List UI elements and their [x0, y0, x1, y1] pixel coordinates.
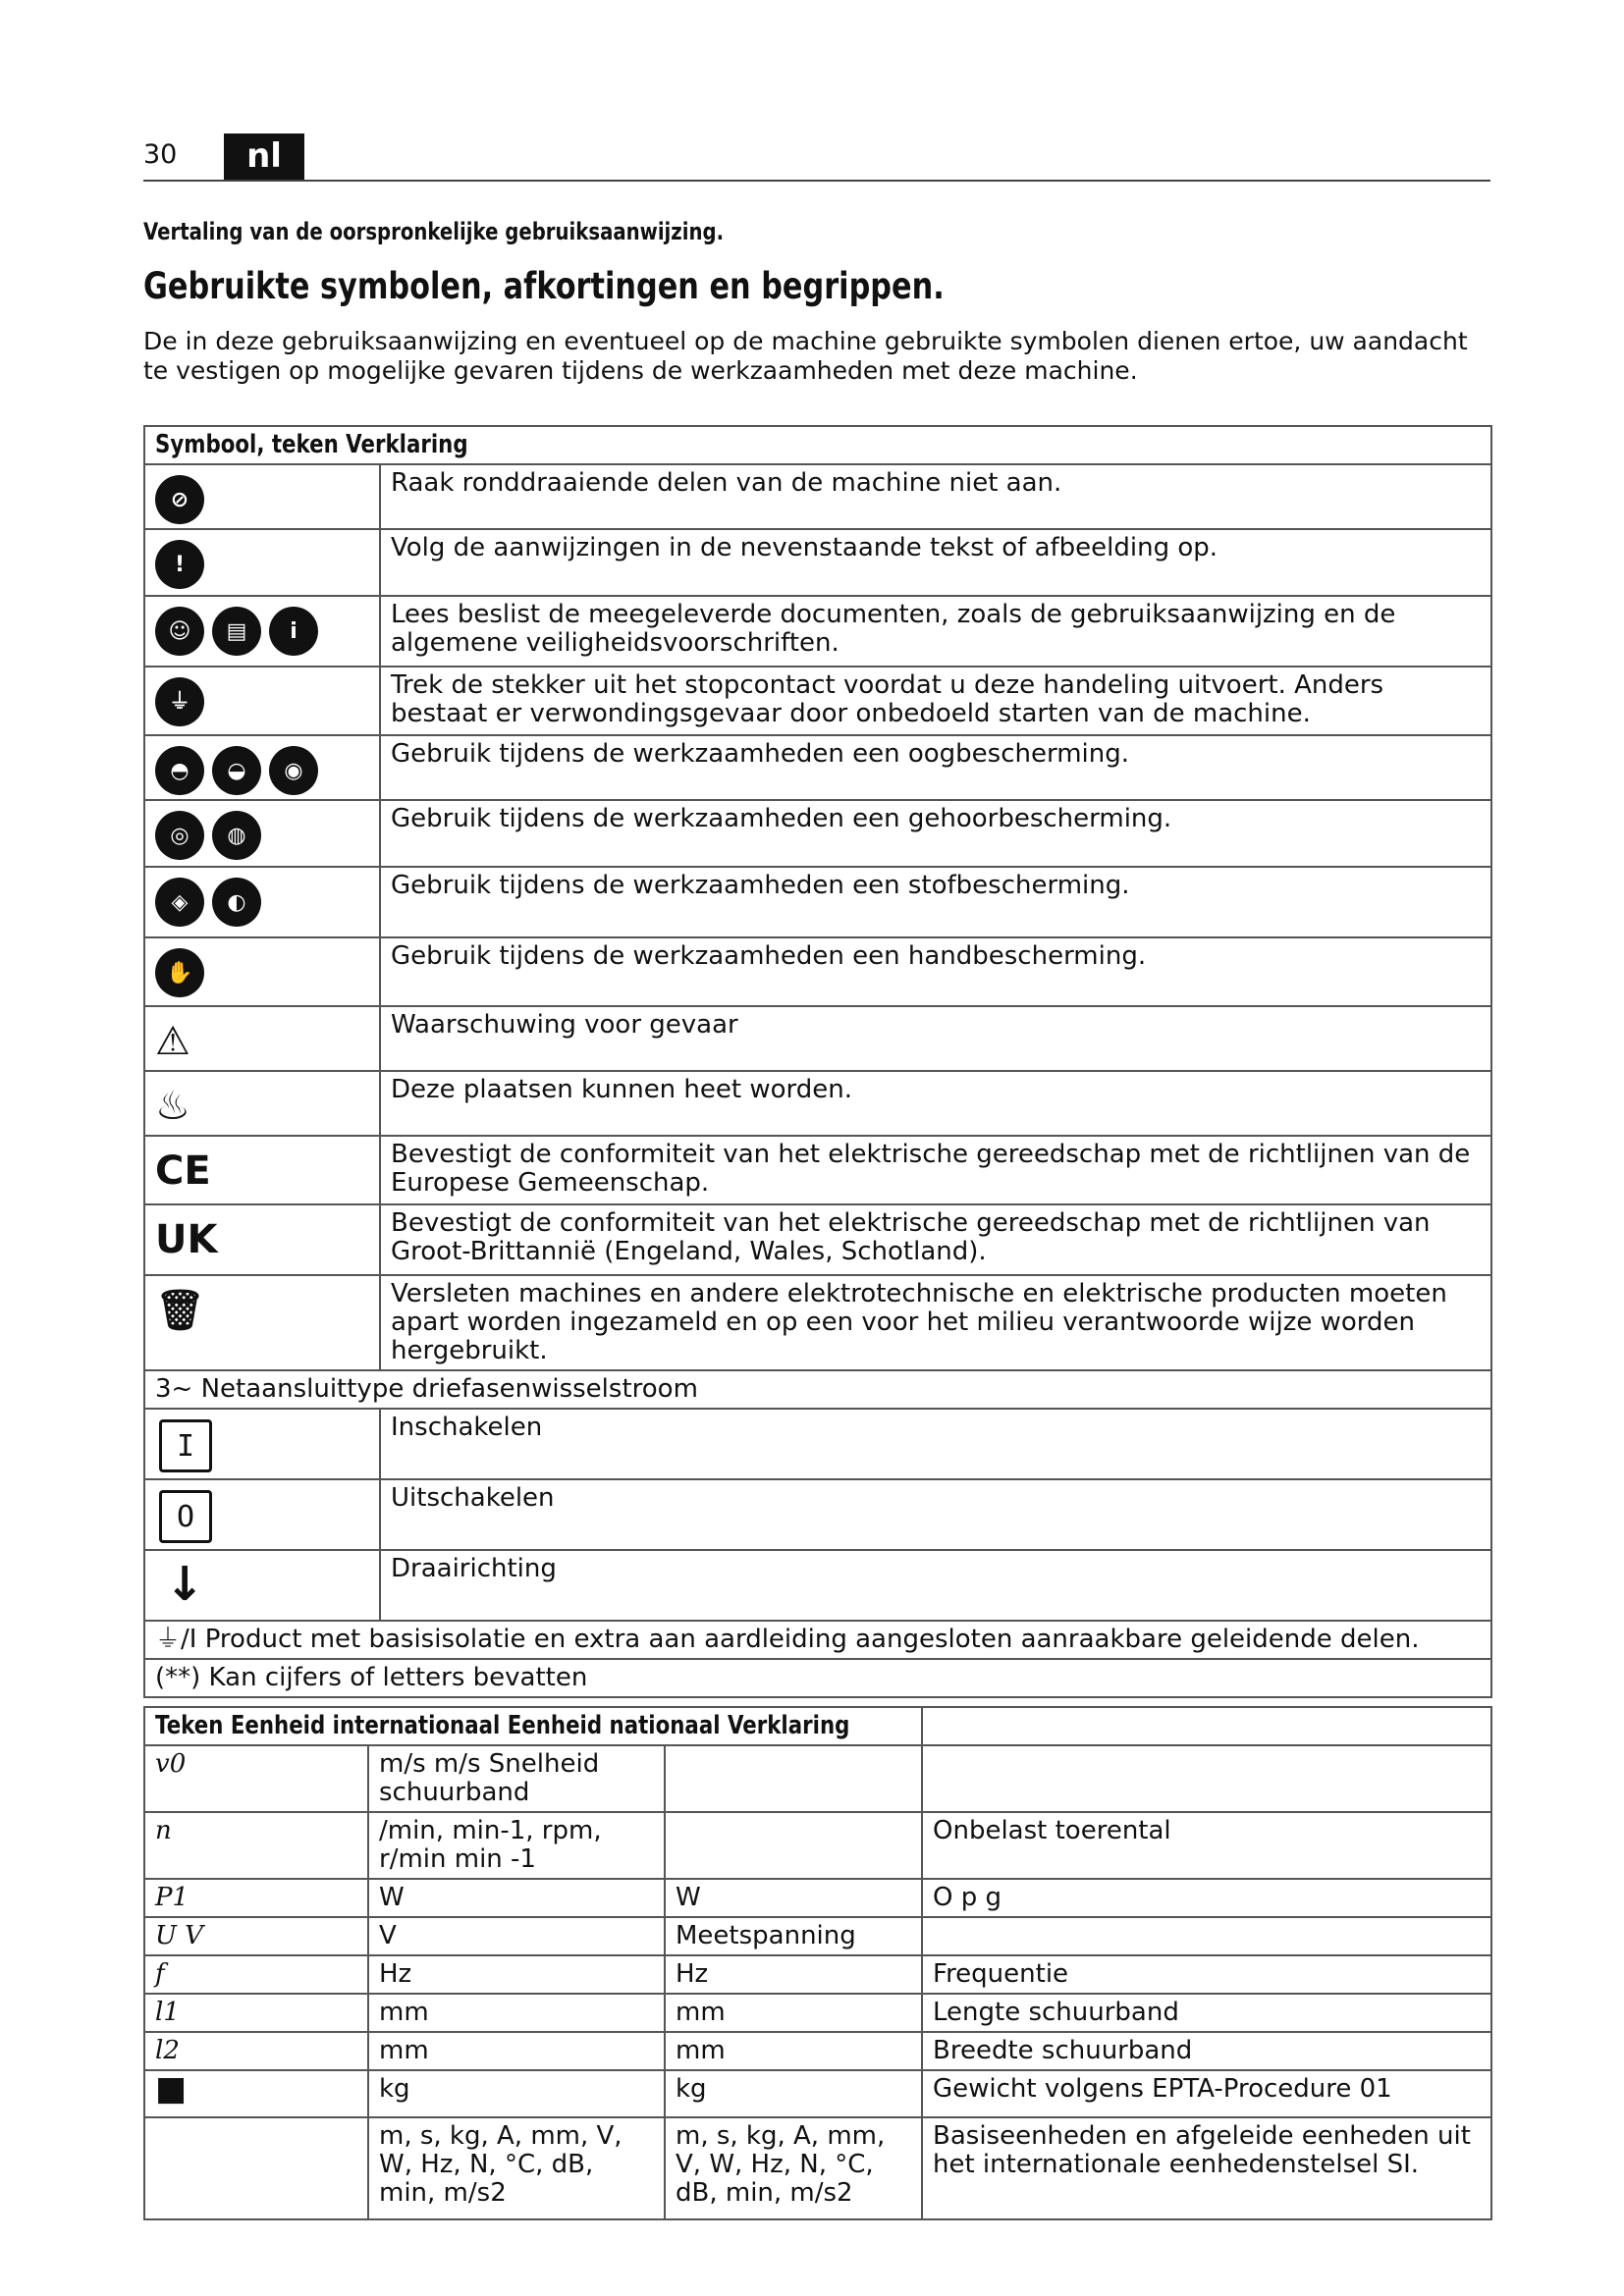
symbol-cell — [144, 1204, 380, 1275]
manual-info-icon: i — [269, 607, 318, 656]
read-manual-icon: ☺ — [155, 607, 204, 656]
unit-national: W — [665, 1879, 922, 1917]
unit-international: V — [368, 1917, 665, 1955]
unit-sign: n — [144, 1812, 368, 1879]
unit-row — [144, 1917, 1491, 1955]
symbol-row — [144, 735, 1491, 800]
switch-symbol-cell — [144, 1479, 380, 1550]
unit-row — [144, 1879, 1491, 1917]
symbol-row — [144, 529, 1491, 596]
unit-description — [922, 1917, 1491, 1955]
unit-international: W — [368, 1879, 665, 1917]
symbol-cell — [144, 596, 380, 667]
symbol-cell — [144, 867, 380, 937]
switch-description: Draairichting — [380, 1550, 1491, 1621]
language-badge: nl — [224, 133, 304, 180]
symbol-row — [144, 1136, 1491, 1204]
unit-national: mm — [665, 2032, 922, 2070]
helmet-visor-icon: ◒ — [212, 746, 261, 795]
unit-description: Frequentie — [922, 1955, 1491, 1994]
symbol-cell — [144, 529, 380, 596]
unit-description: Basiseenheden en afgeleide eenheden uit het internationale eenhedenstelsel SI. — [922, 2117, 1491, 2219]
ear-muffs-icon: ◎ — [155, 811, 204, 860]
unit-row — [144, 2032, 1491, 2070]
symbol-cell — [144, 1275, 380, 1370]
symbol-description: Bevestigt de conformiteit van het elektrische gereedschap met de richtlijnen van de Europese Gemeenschap. — [380, 1136, 1491, 1204]
symbol-description: Gebruik tijdens de werkzaamheden een handbescherming. — [380, 937, 1491, 1006]
unit-sign: P1 — [144, 1879, 368, 1917]
symbol-cell — [144, 735, 380, 800]
symbol-row — [144, 667, 1491, 735]
no-touch-rotating-icon: ⊘ — [155, 475, 204, 524]
switch-row — [144, 1479, 1491, 1550]
symbol-row — [144, 800, 1491, 867]
weight-icon: ■ — [155, 2069, 188, 2109]
unit-national — [665, 1812, 922, 1879]
unit-row — [144, 1955, 1491, 1994]
header-rule — [143, 180, 1490, 182]
document-subtitle: Vertaling van de oorspronkelijke gebruiksaanwijzing. — [143, 218, 725, 245]
class1-row: ⏚/I Product met basisisolatie en extra aan aardleiding aangesloten aanraakbare geleidende delen. — [144, 1621, 1491, 1659]
symbol-cell — [144, 1136, 380, 1204]
symbol-description: Gebruik tijdens de werkzaamheden een gehoorbescherming. — [380, 800, 1491, 867]
switch-description: Inschakelen — [380, 1409, 1491, 1479]
symbol-cell — [144, 800, 380, 867]
unit-international: kg — [368, 2070, 665, 2117]
unit-international: Hz — [368, 1955, 665, 1994]
unit-national: Meetspanning — [665, 1917, 922, 1955]
page-number: 30 — [143, 139, 178, 170]
unit-national: kg — [665, 2070, 922, 2117]
symbol-description: Deze plaatsen kunnen heet worden. — [380, 1071, 1491, 1136]
switch-description: Uitschakelen — [380, 1479, 1491, 1550]
unit-row — [144, 2117, 1491, 2219]
symbol-description: Trek de stekker uit het stopcontact voordat u deze handeling uitvoert. Anders bestaat er verwondingsgevaar door onbedoeld starten van de machine. — [380, 667, 1491, 735]
symbol-description: Gebruik tijdens de werkzaamheden een stofbescherming. — [380, 867, 1491, 937]
unit-description: Onbelast toerental — [922, 1812, 1491, 1879]
symbol-description: Bevestigt de conformiteit van het elektrische gereedschap met de richtlijnen van Groot-Brittannië (Engeland, Wales, Schotland). — [380, 1204, 1491, 1275]
symbol-cell — [144, 937, 380, 1006]
earth-symbol-icon: ⏚ — [155, 1625, 182, 1654]
units-table-header-empty — [922, 1707, 1491, 1745]
symbols-table-header: Symbool, teken Verklaring — [144, 426, 1491, 464]
unit-international: /min, min-1, rpm, r/min min -1 — [368, 1812, 665, 1879]
symbol-row — [144, 464, 1491, 529]
switch-symbol-cell — [144, 1550, 380, 1621]
unit-sign: v0 — [144, 1745, 368, 1812]
unit-row — [144, 1994, 1491, 2032]
unit-international: mm — [368, 1994, 665, 2032]
unit-row — [144, 2070, 1491, 2117]
switch-on-icon: I — [159, 1419, 212, 1472]
unit-international: m, s, kg, A, mm, V, W, Hz, N, °C, dB, min, m/s2 — [368, 2117, 665, 2219]
exclamation-icon: ! — [155, 540, 204, 589]
unit-description: O p g — [922, 1879, 1491, 1917]
symbols-table — [143, 425, 1492, 1698]
symbol-cell — [144, 1071, 380, 1136]
respirator-icon: ◐ — [212, 878, 261, 927]
unit-description: Lengte schuurband — [922, 1994, 1491, 2032]
unit-national: m, s, kg, A, mm, V, W, Hz, N, °C, dB, min, m/s2 — [665, 2117, 922, 2219]
symbol-description: Waarschuwing voor gevaar — [380, 1006, 1491, 1071]
symbol-description: Volg de aanwijzingen in de nevenstaande tekst of afbeelding op. — [380, 529, 1491, 596]
unit-sign: U V — [144, 1917, 368, 1955]
units-table — [143, 1706, 1492, 2220]
unit-sign — [144, 2117, 368, 2219]
gloves-icon: ✋ — [155, 948, 204, 997]
unit-national — [665, 1745, 922, 1812]
safety-goggles-icon: ◉ — [269, 746, 318, 795]
switch-row — [144, 1550, 1491, 1621]
hot-surface-icon: ♨ — [155, 1084, 190, 1129]
units-table-header: Teken Eenheid internationaal Eenheid nationaal Verklaring — [144, 1707, 922, 1745]
ukca-mark-icon: UK — [155, 1217, 218, 1262]
symbol-description: Versleten machines en andere elektrotechnische en elektrische producten moeten apart worden ingezameld en op een voor het milieu verantwoorde wijze worden hergebruikt. — [380, 1275, 1491, 1370]
unit-sign — [144, 2070, 368, 2117]
symbol-row — [144, 867, 1491, 937]
ce-mark-icon: CE — [155, 1148, 211, 1194]
symbol-cell — [144, 667, 380, 735]
switch-row — [144, 1409, 1491, 1479]
switch-symbol-cell — [144, 1409, 380, 1479]
manual-book-icon: ▤ — [212, 607, 261, 656]
symbol-row — [144, 937, 1491, 1006]
warning-triangle-icon: ⚠ — [155, 1019, 190, 1064]
unit-sign: l1 — [144, 1994, 368, 2032]
switch-off-icon: O — [159, 1490, 212, 1543]
rotation-direction-icon: ↓ — [165, 1557, 205, 1612]
unit-sign: f — [144, 1955, 368, 1994]
unit-international: m/s m/s Snelheid schuurband — [368, 1745, 665, 1812]
symbol-row — [144, 1071, 1491, 1136]
symbol-row — [144, 1006, 1491, 1071]
unit-national: Hz — [665, 1955, 922, 1994]
unplug-icon: ⏚ — [155, 677, 204, 726]
unit-row — [144, 1812, 1491, 1879]
unit-national: mm — [665, 1994, 922, 2032]
symbol-row — [144, 596, 1491, 667]
section-title: Gebruikte symbolen, afkortingen en begrippen. — [143, 265, 945, 307]
unit-sign: l2 — [144, 2032, 368, 2070]
weee-bin-icon: 🗑 — [155, 1288, 205, 1333]
intro-paragraph: De in deze gebruiksaanwijzing en eventueel op de machine gebruikte symbolen dienen ertoe, uw aandacht te vestigen op mogelijke gevaren tijdens de werkzaamheden met deze machine. — [143, 327, 1468, 385]
unit-description — [922, 1745, 1491, 1812]
unit-description: Gewicht volgens EPTA-Procedure 01 — [922, 2070, 1491, 2117]
dust-mask-icon: ◈ — [155, 878, 204, 927]
symbol-row — [144, 1275, 1491, 1370]
symbol-row — [144, 1204, 1491, 1275]
symbol-cell — [144, 1006, 380, 1071]
symbol-cell — [144, 464, 380, 529]
symbol-description: Lees beslist de meegeleverde documenten, zoals de gebruiksaanwijzing en de algemene veiligheidsvoorschriften. — [380, 596, 1491, 667]
unit-row — [144, 1745, 1491, 1812]
unit-description: Breedte schuurband — [922, 2032, 1491, 2070]
symbol-description: Gebruik tijdens de werkzaamheden een oogbescherming. — [380, 735, 1491, 800]
face-shield-icon: ◓ — [155, 746, 204, 795]
unit-international: mm — [368, 2032, 665, 2070]
three-phase-row: 3~ Netaansluittype driefasenwisselstroom — [144, 1370, 1491, 1409]
footnote-row: (**) Kan cijfers of letters bevatten — [144, 1659, 1491, 1697]
ear-protection-icon: ◍ — [212, 811, 261, 860]
symbol-description: Raak ronddraaiende delen van de machine niet aan. — [380, 464, 1491, 529]
